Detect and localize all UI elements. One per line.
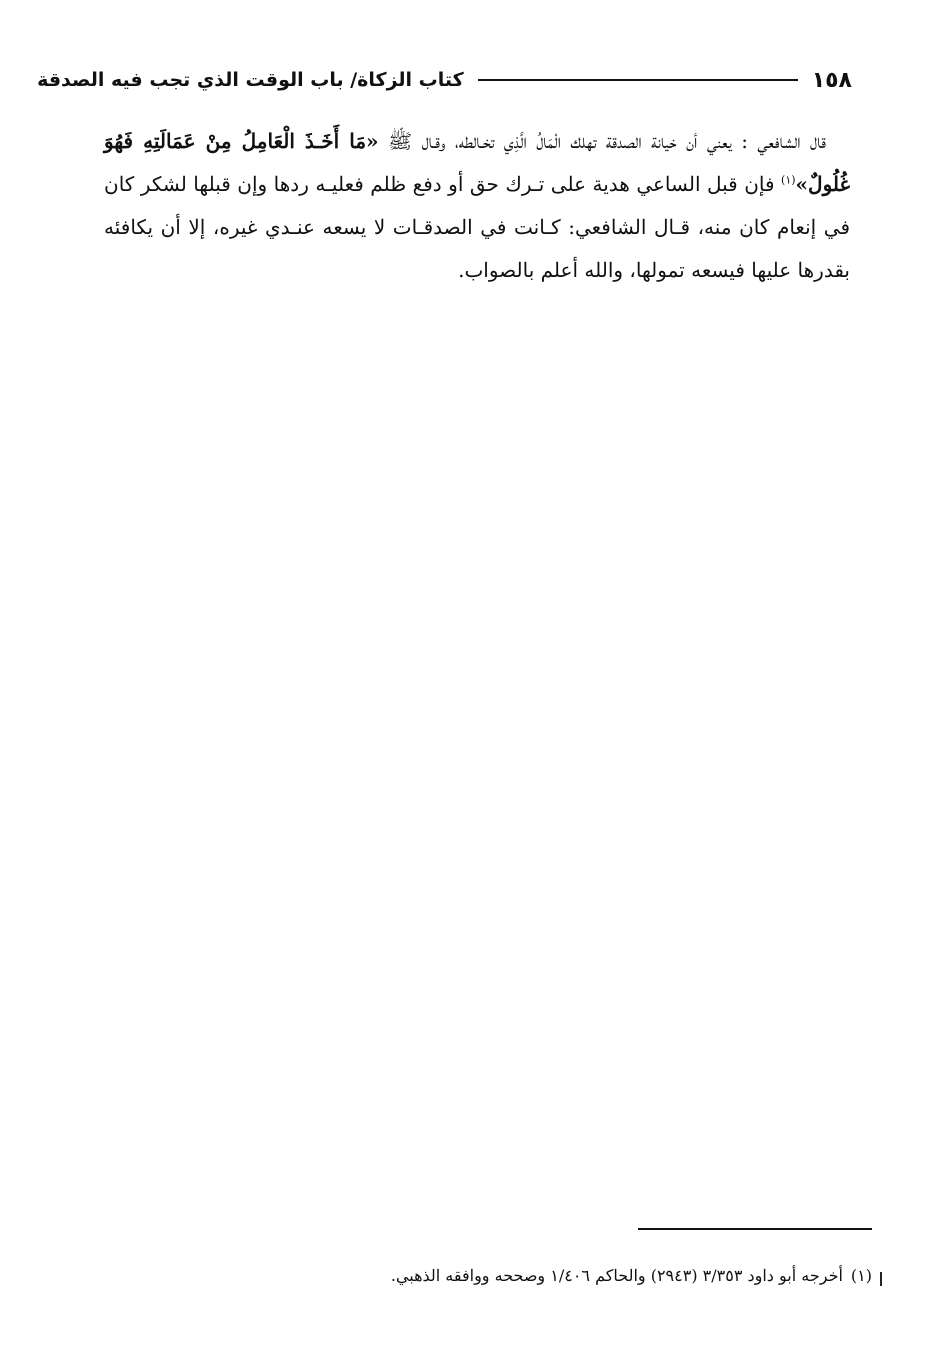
body-paragraph bbox=[104, 120, 850, 292]
main-text bbox=[104, 120, 850, 292]
footnote-separator bbox=[638, 1228, 872, 1230]
text-before-hadith: قال الشافعي : يعني أن خيانة الصدقة تهلك الْمَالُ الَّذِي تخـالطه، وقـال ﷺ bbox=[378, 129, 826, 153]
footnote-reference[interactable]: (١) bbox=[781, 173, 796, 187]
footnote-marker: (١) bbox=[850, 1266, 872, 1285]
header-rule bbox=[478, 79, 798, 81]
page-number: ١٥٨ bbox=[811, 67, 852, 93]
text-after-hadith: فإن قبل الساعي هدية على تـرك حق أو دفع ظلم فعليـه ردها وإن قبلها لشكر كان في إنعام كان منه، قـال الشافعي: كـانت في الصدقـات لا يسعه عنـدي غيره، إلا أن يكافئه بقدرها عليها فيسعه تمولها، والله أعلم بالصواب. bbox=[104, 172, 850, 282]
running-header bbox=[37, 62, 852, 98]
hadith-quote: «مَا أَخَـذَ الْعَامِلُ مِنْ عَمَالَتِهِ فَهُوَ غُلُولٌ» bbox=[104, 129, 850, 196]
scan-artifact bbox=[880, 1272, 882, 1286]
chapter-title: كتاب الزكاة/ باب الوقت الذي تجب فيه الصدقة bbox=[37, 69, 464, 91]
footnote-text: أخرجه أبو داود ٣/٣٥٣ (٢٩٤٣) والحاكم ١/٤٠٦ وصححه ووافقه الذهبي. bbox=[390, 1266, 843, 1285]
footnote bbox=[290, 1262, 872, 1290]
